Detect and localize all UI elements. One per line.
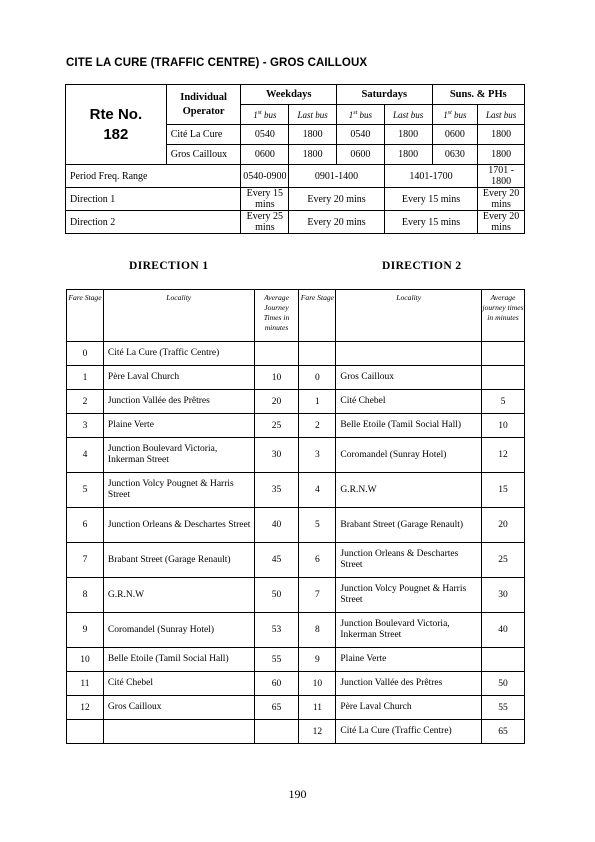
locality-name: Père Laval Church [103,366,254,390]
journey-time: 30 [254,438,299,473]
fare-stage-number: 11 [67,672,104,696]
locality-name: Brabant Street (Garage Renault) [336,508,482,543]
journey-time-header: Average Journey Times in minutes [254,290,299,342]
stage-row [67,390,525,414]
bus-time: 1800 [289,145,337,165]
bus-time: 1800 [384,125,432,145]
direction-2-heading: DIRECTION 2 [382,260,462,272]
locality-name: Gros Cailloux [103,696,254,720]
locality-name [336,342,482,366]
journey-time [482,342,525,366]
journey-time: 5 [482,390,525,414]
stage-row [67,366,525,390]
frequency-value: Every 15 mins [384,211,477,234]
fare-stage-number: 5 [67,473,104,508]
stage-row [67,672,525,696]
stage-row [67,473,525,508]
fare-stage-number: 7 [67,543,104,578]
stage-row [67,414,525,438]
frequency-value: Every 20 mins [478,211,525,234]
frequency-value: Every 15 mins [241,188,289,211]
fare-stage-number: 1 [67,366,104,390]
stage-row [67,578,525,613]
frequency-value: Every 20 mins [289,211,385,234]
stage-row [67,342,525,366]
locality-header: Locality [103,290,254,342]
bus-time: 1800 [289,125,337,145]
journey-time: 50 [254,578,299,613]
bus-time: 0600 [337,145,385,165]
direction-frequency-row [66,211,525,234]
journey-time: 55 [254,648,299,672]
fare-stage-number: 2 [67,390,104,414]
stage-row [67,508,525,543]
last-bus-header: Last bus [478,105,525,125]
locality-name: Brabant Street (Garage Renault) [103,543,254,578]
fare-stage-header: Fare Stage [299,290,336,342]
locality-name: Coromandel (Sunray Hotel) [336,438,482,473]
bus-time: 1800 [478,125,525,145]
fare-stage-number: 6 [67,508,104,543]
journey-time: 40 [254,508,299,543]
first-bus-header: 1st bus [241,105,289,125]
period-header-weekdays: Weekdays [241,85,337,105]
locality-name: Belle Etoile (Tamil Social Hall) [336,414,482,438]
fare-stage-number: 8 [299,613,336,648]
route-label: Rte No. [89,105,143,123]
direction-frequency-row [66,188,525,211]
fare-stage-number: 1 [299,390,336,414]
locality-name: Junction Vallée des Prêtres [336,672,482,696]
bus-time: 0600 [432,125,478,145]
last-bus-header: Last bus [289,105,337,125]
route-number: 182 [103,125,129,143]
fare-stage-number: 0 [67,342,104,366]
operator-header: Individual Operator [166,85,241,125]
frequency-range: 0540-0900 [241,165,289,188]
direction-label: Direction 1 [66,188,241,211]
locality-name: Junction Volcy Pougnet & Harris Street [103,473,254,508]
stage-row [67,543,525,578]
journey-time: 10 [482,414,525,438]
journey-time: 65 [254,696,299,720]
period-header-saturdays: Saturdays [337,85,433,105]
page-number: 190 [288,787,307,801]
first-bus-header: 1st bus [432,105,478,125]
locality-name: Plaine Verte [336,648,482,672]
fare-stage-number: 2 [299,414,336,438]
journey-time: 12 [482,438,525,473]
journey-time: 50 [482,672,525,696]
locality-name: Coromandel (Sunray Hotel) [103,613,254,648]
bus-time: 0540 [241,125,289,145]
bus-time: 0540 [337,125,385,145]
frequency-value: Every 15 mins [384,188,477,211]
journey-time: 45 [254,543,299,578]
frequency-value: Every 25 mins [241,211,289,234]
journey-time: 15 [482,473,525,508]
locality-name: Belle Etoile (Tamil Social Hall) [103,648,254,672]
fare-stage-number: 12 [299,720,336,744]
journey-time: 40 [482,613,525,648]
locality-name: G.R.N.W [336,473,482,508]
stage-row [67,696,525,720]
fare-stage-header: Fare Stage [67,290,104,342]
fare-stage-number: 9 [67,613,104,648]
stage-row [67,613,525,648]
journey-time [254,720,299,744]
fare-stage-number: 6 [299,543,336,578]
locality-name: Junction Boulevard Victoria, Inkerman Street [336,613,482,648]
locality-name: Cité La Cure (Traffic Centre) [336,720,482,744]
journey-time-header: Average journey times in minutes [482,290,525,342]
fare-stage-number [67,720,104,744]
frequency-range: 0901-1400 [289,165,385,188]
locality-name: G.R.N.W [103,578,254,613]
route-summary-table [65,84,525,234]
period-header-sundays: Suns. & PHs [432,85,524,105]
frequency-value: Every 20 mins [289,188,385,211]
fare-stage-number: 0 [299,366,336,390]
journey-time: 55 [482,696,525,720]
locality-header: Locality [336,290,482,342]
direction-label: Direction 2 [66,211,241,234]
locality-name [103,720,254,744]
frequency-range: 1401-1700 [384,165,477,188]
locality-name: Gros Cailloux [336,366,482,390]
fare-stage-number: 3 [299,438,336,473]
route-number-cell [66,85,167,165]
bus-time: 1800 [384,145,432,165]
journey-time: 53 [254,613,299,648]
journey-time: 10 [254,366,299,390]
last-bus-header: Last bus [384,105,432,125]
direction-1-heading: DIRECTION 1 [129,260,209,272]
stage-row [67,648,525,672]
fare-stage-number: 3 [67,414,104,438]
frequency-value: Every 20 mins [478,188,525,211]
locality-name: Junction Volcy Pougnet & Harris Street [336,578,482,613]
stage-row [67,720,525,744]
journey-time: 20 [254,390,299,414]
frequency-range-label: Period Freq. Range [66,165,241,188]
fare-stage-table [66,289,525,744]
fare-stage-number: 8 [67,578,104,613]
fare-stage-number: 5 [299,508,336,543]
journey-time [482,648,525,672]
terminus-name: Cité La Cure [166,125,241,145]
fare-stage-number: 4 [67,438,104,473]
fare-stage-number: 4 [299,473,336,508]
journey-time [254,342,299,366]
fare-stage-number: 12 [67,696,104,720]
locality-name: Père Laval Church [336,696,482,720]
journey-time: 65 [482,720,525,744]
bus-time: 0630 [432,145,478,165]
locality-name: Cité Chebel [336,390,482,414]
fare-stage-number: 9 [299,648,336,672]
locality-name: Junction Orleans & Deschartes Street [103,508,254,543]
journey-time: 25 [482,543,525,578]
locality-name: Cité Chebel [103,672,254,696]
journey-time: 20 [482,508,525,543]
frequency-range: 1701 - 1800 [478,165,525,188]
journey-time: 60 [254,672,299,696]
fare-stage-number: 11 [299,696,336,720]
journey-time: 30 [482,578,525,613]
journey-time: 25 [254,414,299,438]
locality-name: Junction Boulevard Victoria, Inkerman Street [103,438,254,473]
fare-stage-number: 10 [67,648,104,672]
journey-time: 35 [254,473,299,508]
fare-stage-number [299,342,336,366]
frequency-range-row [66,165,525,188]
stage-row [67,438,525,473]
locality-name: Junction Orleans & Deschartes Street [336,543,482,578]
bus-time: 0600 [241,145,289,165]
fare-stage-number: 10 [299,672,336,696]
terminus-name: Gros Cailloux [166,145,241,165]
journey-time [482,366,525,390]
bus-time: 1800 [478,145,525,165]
locality-name: Plaine Verte [103,414,254,438]
locality-name: Cité La Cure (Traffic Centre) [103,342,254,366]
fare-stage-number: 7 [299,578,336,613]
locality-name: Junction Vallée des Prêtres [103,390,254,414]
first-bus-header: 1st bus [337,105,385,125]
page-title: CITE LA CURE (TRAFFIC CENTRE) - GROS CAILLOUX [66,57,368,69]
